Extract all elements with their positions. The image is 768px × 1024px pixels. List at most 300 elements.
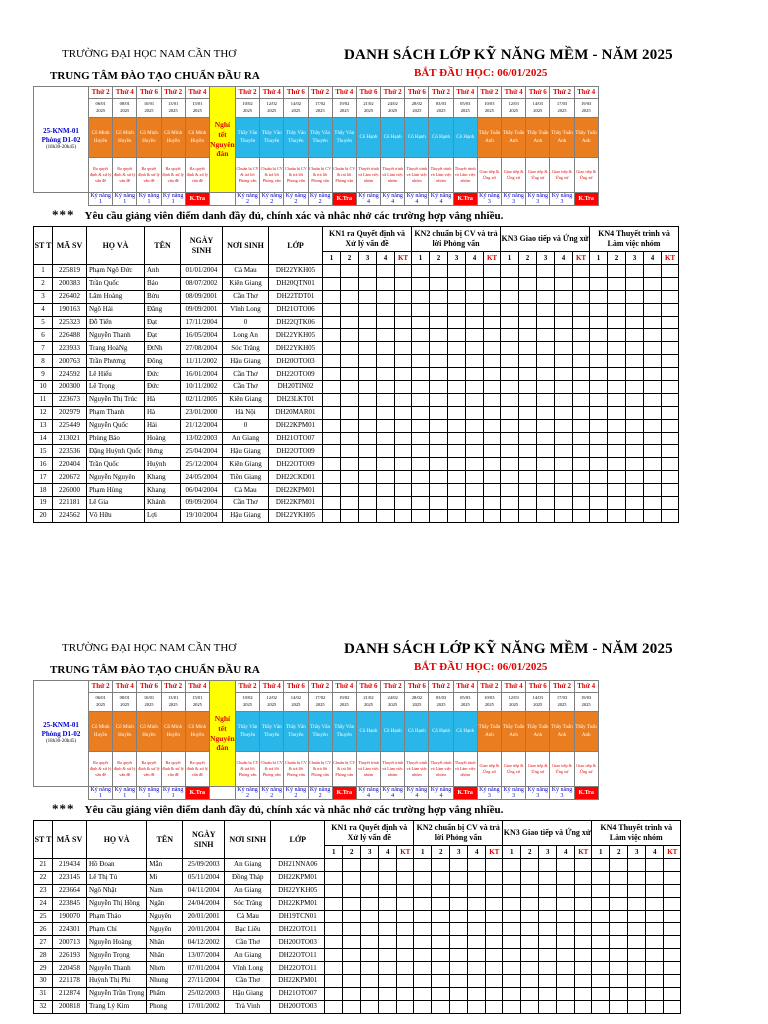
attendance-cell[interactable]: [484, 509, 501, 522]
attendance-cell[interactable]: [468, 871, 486, 884]
attendance-cell[interactable]: [323, 368, 341, 381]
attendance-cell[interactable]: [590, 303, 608, 316]
attendance-cell[interactable]: [450, 884, 468, 897]
attendance-cell[interactable]: [361, 987, 379, 1000]
attendance-cell[interactable]: [644, 381, 662, 394]
attendance-cell[interactable]: [466, 419, 484, 432]
attendance-cell[interactable]: [430, 445, 448, 458]
attendance-cell[interactable]: [575, 923, 592, 936]
attendance-cell[interactable]: [626, 329, 644, 342]
attendance-cell[interactable]: [664, 962, 681, 975]
attendance-cell[interactable]: [414, 871, 432, 884]
attendance-cell[interactable]: [395, 484, 412, 497]
attendance-cell[interactable]: [430, 432, 448, 445]
attendance-cell[interactable]: [610, 910, 628, 923]
attendance-cell[interactable]: [432, 897, 450, 910]
attendance-cell[interactable]: [590, 509, 608, 522]
attendance-cell[interactable]: [397, 975, 414, 988]
attendance-cell[interactable]: [325, 975, 343, 988]
attendance-cell[interactable]: [592, 884, 610, 897]
attendance-cell[interactable]: [395, 355, 412, 368]
attendance-cell[interactable]: [341, 393, 359, 406]
attendance-cell[interactable]: [590, 342, 608, 355]
attendance-cell[interactable]: [414, 975, 432, 988]
attendance-cell[interactable]: [608, 432, 626, 445]
attendance-cell[interactable]: [395, 432, 412, 445]
attendance-cell[interactable]: [592, 871, 610, 884]
attendance-cell[interactable]: [361, 962, 379, 975]
attendance-cell[interactable]: [610, 897, 628, 910]
attendance-cell[interactable]: [323, 471, 341, 484]
attendance-cell[interactable]: [412, 290, 430, 303]
attendance-cell[interactable]: [397, 910, 414, 923]
attendance-cell[interactable]: [555, 497, 573, 510]
attendance-cell[interactable]: [414, 859, 432, 872]
attendance-cell[interactable]: [575, 936, 592, 949]
attendance-cell[interactable]: [521, 936, 539, 949]
attendance-cell[interactable]: [468, 962, 486, 975]
attendance-cell[interactable]: [412, 509, 430, 522]
attendance-cell[interactable]: [412, 303, 430, 316]
attendance-cell[interactable]: [450, 987, 468, 1000]
attendance-cell[interactable]: [501, 406, 519, 419]
attendance-cell[interactable]: [325, 949, 343, 962]
attendance-cell[interactable]: [323, 419, 341, 432]
attendance-cell[interactable]: [359, 368, 377, 381]
attendance-cell[interactable]: [412, 419, 430, 432]
attendance-cell[interactable]: [484, 484, 501, 497]
attendance-cell[interactable]: [379, 987, 397, 1000]
attendance-cell[interactable]: [626, 419, 644, 432]
attendance-cell[interactable]: [662, 329, 679, 342]
attendance-cell[interactable]: [341, 368, 359, 381]
attendance-cell[interactable]: [397, 884, 414, 897]
attendance-cell[interactable]: [608, 381, 626, 394]
attendance-cell[interactable]: [325, 987, 343, 1000]
attendance-cell[interactable]: [412, 497, 430, 510]
attendance-cell[interactable]: [519, 445, 537, 458]
attendance-cell[interactable]: [341, 303, 359, 316]
attendance-cell[interactable]: [626, 432, 644, 445]
attendance-cell[interactable]: [521, 949, 539, 962]
attendance-cell[interactable]: [646, 897, 664, 910]
attendance-cell[interactable]: [448, 458, 466, 471]
attendance-cell[interactable]: [432, 859, 450, 872]
attendance-cell[interactable]: [379, 897, 397, 910]
attendance-cell[interactable]: [539, 897, 557, 910]
attendance-cell[interactable]: [521, 859, 539, 872]
attendance-cell[interactable]: [628, 1000, 646, 1013]
attendance-cell[interactable]: [450, 859, 468, 872]
attendance-cell[interactable]: [412, 393, 430, 406]
attendance-cell[interactable]: [539, 910, 557, 923]
attendance-cell[interactable]: [377, 277, 395, 290]
attendance-cell[interactable]: [432, 949, 450, 962]
attendance-cell[interactable]: [323, 329, 341, 342]
attendance-cell[interactable]: [379, 1000, 397, 1013]
attendance-cell[interactable]: [539, 1000, 557, 1013]
attendance-cell[interactable]: [379, 923, 397, 936]
attendance-cell[interactable]: [539, 859, 557, 872]
attendance-cell[interactable]: [664, 949, 681, 962]
attendance-cell[interactable]: [359, 342, 377, 355]
attendance-cell[interactable]: [628, 936, 646, 949]
attendance-cell[interactable]: [626, 290, 644, 303]
attendance-cell[interactable]: [626, 509, 644, 522]
attendance-cell[interactable]: [610, 871, 628, 884]
attendance-cell[interactable]: [537, 393, 555, 406]
attendance-cell[interactable]: [573, 277, 590, 290]
attendance-cell[interactable]: [379, 975, 397, 988]
attendance-cell[interactable]: [557, 1000, 575, 1013]
attendance-cell[interactable]: [610, 987, 628, 1000]
attendance-cell[interactable]: [555, 342, 573, 355]
attendance-cell[interactable]: [590, 458, 608, 471]
attendance-cell[interactable]: [557, 962, 575, 975]
attendance-cell[interactable]: [644, 445, 662, 458]
attendance-cell[interactable]: [379, 871, 397, 884]
attendance-cell[interactable]: [395, 458, 412, 471]
attendance-cell[interactable]: [592, 936, 610, 949]
attendance-cell[interactable]: [484, 497, 501, 510]
attendance-cell[interactable]: [377, 445, 395, 458]
attendance-cell[interactable]: [323, 316, 341, 329]
attendance-cell[interactable]: [432, 1000, 450, 1013]
attendance-cell[interactable]: [359, 265, 377, 278]
attendance-cell[interactable]: [503, 936, 521, 949]
attendance-cell[interactable]: [466, 458, 484, 471]
attendance-cell[interactable]: [537, 290, 555, 303]
attendance-cell[interactable]: [341, 432, 359, 445]
attendance-cell[interactable]: [590, 497, 608, 510]
attendance-cell[interactable]: [519, 406, 537, 419]
attendance-cell[interactable]: [484, 445, 501, 458]
attendance-cell[interactable]: [359, 355, 377, 368]
attendance-cell[interactable]: [519, 290, 537, 303]
attendance-cell[interactable]: [395, 471, 412, 484]
attendance-cell[interactable]: [555, 471, 573, 484]
attendance-cell[interactable]: [450, 1000, 468, 1013]
attendance-cell[interactable]: [501, 368, 519, 381]
attendance-cell[interactable]: [343, 923, 361, 936]
attendance-cell[interactable]: [662, 484, 679, 497]
attendance-cell[interactable]: [644, 393, 662, 406]
attendance-cell[interactable]: [646, 910, 664, 923]
attendance-cell[interactable]: [610, 936, 628, 949]
attendance-cell[interactable]: [555, 277, 573, 290]
attendance-cell[interactable]: [557, 884, 575, 897]
attendance-cell[interactable]: [501, 419, 519, 432]
attendance-cell[interactable]: [325, 884, 343, 897]
attendance-cell[interactable]: [519, 381, 537, 394]
attendance-cell[interactable]: [644, 484, 662, 497]
attendance-cell[interactable]: [555, 329, 573, 342]
attendance-cell[interactable]: [610, 949, 628, 962]
attendance-cell[interactable]: [359, 471, 377, 484]
attendance-cell[interactable]: [610, 962, 628, 975]
attendance-cell[interactable]: [575, 975, 592, 988]
attendance-cell[interactable]: [628, 975, 646, 988]
attendance-cell[interactable]: [592, 949, 610, 962]
attendance-cell[interactable]: [573, 393, 590, 406]
attendance-cell[interactable]: [662, 509, 679, 522]
attendance-cell[interactable]: [325, 936, 343, 949]
attendance-cell[interactable]: [448, 265, 466, 278]
attendance-cell[interactable]: [555, 303, 573, 316]
attendance-cell[interactable]: [466, 329, 484, 342]
attendance-cell[interactable]: [644, 303, 662, 316]
attendance-cell[interactable]: [662, 393, 679, 406]
attendance-cell[interactable]: [590, 368, 608, 381]
attendance-cell[interactable]: [432, 910, 450, 923]
attendance-cell[interactable]: [359, 484, 377, 497]
attendance-cell[interactable]: [377, 484, 395, 497]
attendance-cell[interactable]: [610, 859, 628, 872]
attendance-cell[interactable]: [395, 342, 412, 355]
attendance-cell[interactable]: [412, 368, 430, 381]
attendance-cell[interactable]: [323, 393, 341, 406]
attendance-cell[interactable]: [484, 316, 501, 329]
attendance-cell[interactable]: [537, 432, 555, 445]
attendance-cell[interactable]: [573, 471, 590, 484]
attendance-cell[interactable]: [359, 290, 377, 303]
attendance-cell[interactable]: [644, 316, 662, 329]
attendance-cell[interactable]: [484, 406, 501, 419]
attendance-cell[interactable]: [521, 923, 539, 936]
attendance-cell[interactable]: [377, 290, 395, 303]
attendance-cell[interactable]: [503, 949, 521, 962]
attendance-cell[interactable]: [537, 419, 555, 432]
attendance-cell[interactable]: [646, 923, 664, 936]
attendance-cell[interactable]: [590, 381, 608, 394]
attendance-cell[interactable]: [412, 406, 430, 419]
attendance-cell[interactable]: [379, 962, 397, 975]
attendance-cell[interactable]: [448, 355, 466, 368]
attendance-cell[interactable]: [430, 419, 448, 432]
attendance-cell[interactable]: [573, 316, 590, 329]
attendance-cell[interactable]: [555, 445, 573, 458]
attendance-cell[interactable]: [646, 871, 664, 884]
attendance-cell[interactable]: [486, 859, 503, 872]
attendance-cell[interactable]: [537, 509, 555, 522]
attendance-cell[interactable]: [626, 355, 644, 368]
attendance-cell[interactable]: [573, 355, 590, 368]
attendance-cell[interactable]: [608, 368, 626, 381]
attendance-cell[interactable]: [486, 923, 503, 936]
attendance-cell[interactable]: [610, 975, 628, 988]
attendance-cell[interactable]: [646, 859, 664, 872]
attendance-cell[interactable]: [323, 484, 341, 497]
attendance-cell[interactable]: [430, 458, 448, 471]
attendance-cell[interactable]: [501, 355, 519, 368]
attendance-cell[interactable]: [395, 381, 412, 394]
attendance-cell[interactable]: [555, 381, 573, 394]
attendance-cell[interactable]: [484, 471, 501, 484]
attendance-cell[interactable]: [644, 458, 662, 471]
attendance-cell[interactable]: [646, 949, 664, 962]
attendance-cell[interactable]: [555, 265, 573, 278]
attendance-cell[interactable]: [450, 936, 468, 949]
attendance-cell[interactable]: [325, 910, 343, 923]
attendance-cell[interactable]: [377, 393, 395, 406]
attendance-cell[interactable]: [397, 923, 414, 936]
attendance-cell[interactable]: [608, 303, 626, 316]
attendance-cell[interactable]: [664, 923, 681, 936]
attendance-cell[interactable]: [573, 445, 590, 458]
attendance-cell[interactable]: [662, 355, 679, 368]
attendance-cell[interactable]: [555, 484, 573, 497]
attendance-cell[interactable]: [432, 936, 450, 949]
attendance-cell[interactable]: [519, 277, 537, 290]
attendance-cell[interactable]: [377, 406, 395, 419]
attendance-cell[interactable]: [414, 1000, 432, 1013]
attendance-cell[interactable]: [414, 987, 432, 1000]
attendance-cell[interactable]: [555, 355, 573, 368]
attendance-cell[interactable]: [377, 432, 395, 445]
attendance-cell[interactable]: [646, 975, 664, 988]
attendance-cell[interactable]: [484, 368, 501, 381]
attendance-cell[interactable]: [395, 316, 412, 329]
attendance-cell[interactable]: [626, 277, 644, 290]
attendance-cell[interactable]: [521, 975, 539, 988]
attendance-cell[interactable]: [664, 1000, 681, 1013]
attendance-cell[interactable]: [448, 497, 466, 510]
attendance-cell[interactable]: [664, 897, 681, 910]
attendance-cell[interactable]: [430, 355, 448, 368]
attendance-cell[interactable]: [377, 368, 395, 381]
attendance-cell[interactable]: [644, 406, 662, 419]
attendance-cell[interactable]: [628, 962, 646, 975]
attendance-cell[interactable]: [343, 936, 361, 949]
attendance-cell[interactable]: [325, 923, 343, 936]
attendance-cell[interactable]: [466, 509, 484, 522]
attendance-cell[interactable]: [484, 393, 501, 406]
attendance-cell[interactable]: [323, 303, 341, 316]
attendance-cell[interactable]: [448, 329, 466, 342]
attendance-cell[interactable]: [590, 316, 608, 329]
attendance-cell[interactable]: [501, 509, 519, 522]
attendance-cell[interactable]: [503, 975, 521, 988]
attendance-cell[interactable]: [503, 987, 521, 1000]
attendance-cell[interactable]: [486, 949, 503, 962]
attendance-cell[interactable]: [325, 962, 343, 975]
attendance-cell[interactable]: [608, 509, 626, 522]
attendance-cell[interactable]: [377, 471, 395, 484]
attendance-cell[interactable]: [501, 329, 519, 342]
attendance-cell[interactable]: [341, 471, 359, 484]
attendance-cell[interactable]: [343, 884, 361, 897]
attendance-cell[interactable]: [592, 910, 610, 923]
attendance-cell[interactable]: [555, 458, 573, 471]
attendance-cell[interactable]: [573, 329, 590, 342]
attendance-cell[interactable]: [397, 936, 414, 949]
attendance-cell[interactable]: [501, 290, 519, 303]
attendance-cell[interactable]: [664, 884, 681, 897]
attendance-cell[interactable]: [537, 445, 555, 458]
attendance-cell[interactable]: [432, 923, 450, 936]
attendance-cell[interactable]: [521, 884, 539, 897]
attendance-cell[interactable]: [573, 509, 590, 522]
attendance-cell[interactable]: [628, 897, 646, 910]
attendance-cell[interactable]: [664, 936, 681, 949]
attendance-cell[interactable]: [608, 355, 626, 368]
attendance-cell[interactable]: [575, 987, 592, 1000]
attendance-cell[interactable]: [662, 432, 679, 445]
attendance-cell[interactable]: [448, 368, 466, 381]
attendance-cell[interactable]: [501, 432, 519, 445]
attendance-cell[interactable]: [575, 897, 592, 910]
attendance-cell[interactable]: [590, 406, 608, 419]
attendance-cell[interactable]: [412, 458, 430, 471]
attendance-cell[interactable]: [468, 987, 486, 1000]
attendance-cell[interactable]: [466, 484, 484, 497]
attendance-cell[interactable]: [448, 432, 466, 445]
attendance-cell[interactable]: [519, 368, 537, 381]
attendance-cell[interactable]: [501, 497, 519, 510]
attendance-cell[interactable]: [395, 393, 412, 406]
attendance-cell[interactable]: [412, 484, 430, 497]
attendance-cell[interactable]: [325, 897, 343, 910]
attendance-cell[interactable]: [628, 884, 646, 897]
attendance-cell[interactable]: [662, 265, 679, 278]
attendance-cell[interactable]: [662, 419, 679, 432]
attendance-cell[interactable]: [555, 406, 573, 419]
attendance-cell[interactable]: [466, 381, 484, 394]
attendance-cell[interactable]: [432, 975, 450, 988]
attendance-cell[interactable]: [359, 445, 377, 458]
attendance-cell[interactable]: [519, 316, 537, 329]
attendance-cell[interactable]: [557, 897, 575, 910]
attendance-cell[interactable]: [414, 897, 432, 910]
attendance-cell[interactable]: [379, 859, 397, 872]
attendance-cell[interactable]: [664, 859, 681, 872]
attendance-cell[interactable]: [662, 381, 679, 394]
attendance-cell[interactable]: [573, 432, 590, 445]
attendance-cell[interactable]: [468, 936, 486, 949]
attendance-cell[interactable]: [430, 265, 448, 278]
attendance-cell[interactable]: [466, 406, 484, 419]
attendance-cell[interactable]: [590, 419, 608, 432]
attendance-cell[interactable]: [592, 1000, 610, 1013]
attendance-cell[interactable]: [359, 277, 377, 290]
attendance-cell[interactable]: [644, 419, 662, 432]
attendance-cell[interactable]: [503, 910, 521, 923]
attendance-cell[interactable]: [555, 368, 573, 381]
attendance-cell[interactable]: [575, 859, 592, 872]
attendance-cell[interactable]: [590, 290, 608, 303]
attendance-cell[interactable]: [537, 303, 555, 316]
attendance-cell[interactable]: [412, 329, 430, 342]
attendance-cell[interactable]: [484, 290, 501, 303]
attendance-cell[interactable]: [450, 871, 468, 884]
attendance-cell[interactable]: [573, 484, 590, 497]
attendance-cell[interactable]: [343, 897, 361, 910]
attendance-cell[interactable]: [412, 316, 430, 329]
attendance-cell[interactable]: [539, 962, 557, 975]
attendance-cell[interactable]: [626, 381, 644, 394]
attendance-cell[interactable]: [590, 393, 608, 406]
attendance-cell[interactable]: [361, 859, 379, 872]
attendance-cell[interactable]: [448, 277, 466, 290]
attendance-cell[interactable]: [412, 432, 430, 445]
attendance-cell[interactable]: [537, 368, 555, 381]
attendance-cell[interactable]: [575, 949, 592, 962]
attendance-cell[interactable]: [430, 277, 448, 290]
attendance-cell[interactable]: [448, 509, 466, 522]
attendance-cell[interactable]: [662, 406, 679, 419]
attendance-cell[interactable]: [484, 381, 501, 394]
attendance-cell[interactable]: [626, 393, 644, 406]
